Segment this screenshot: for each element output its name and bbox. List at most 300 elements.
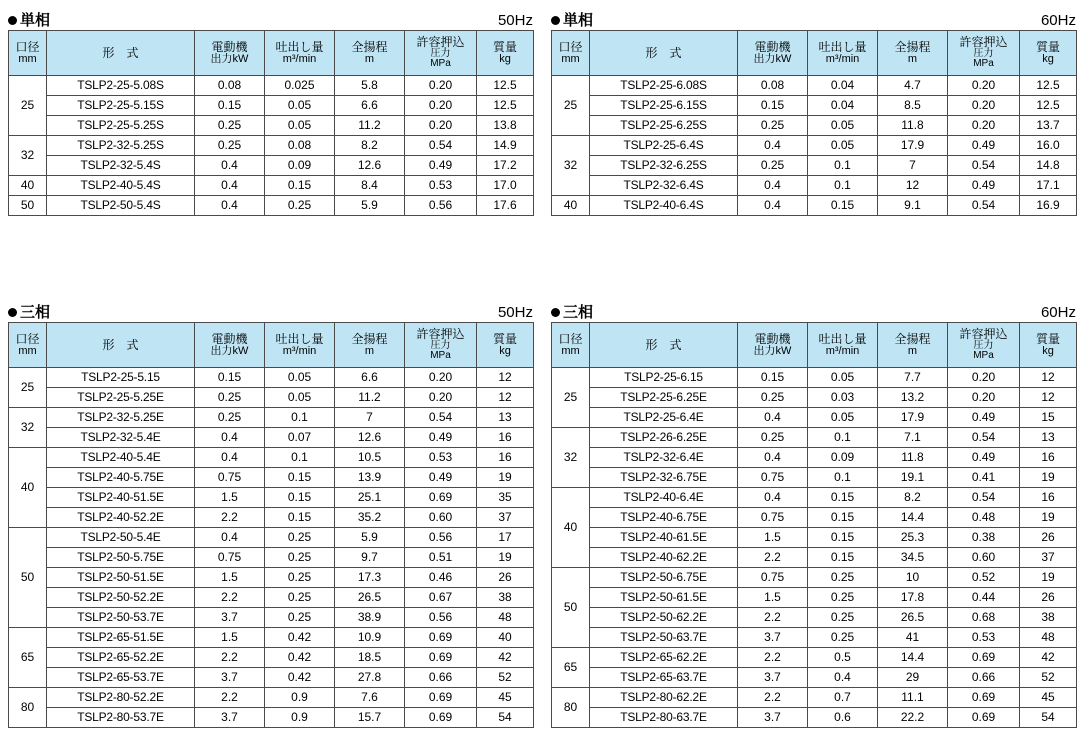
table-row bbox=[552, 196, 1077, 216]
col-mass bbox=[477, 31, 534, 76]
cell-flow-rate: 0.9 bbox=[265, 688, 335, 708]
cell-mass: 17.1 bbox=[1020, 176, 1077, 196]
col-mass-l1: 質量 bbox=[492, 39, 517, 54]
cell-mass: 12.5 bbox=[477, 76, 534, 96]
cell-flow-rate: 0.25 bbox=[808, 608, 878, 628]
phase-title: 単相 bbox=[563, 12, 594, 29]
cell-model: TSLP2-25-5.15S bbox=[47, 96, 195, 116]
phase-title-wrap bbox=[551, 305, 593, 320]
cell-flow-rate: 0.25 bbox=[265, 528, 335, 548]
cell-allowable-pressure: 0.49 bbox=[948, 136, 1020, 156]
table-row bbox=[552, 388, 1077, 408]
col-bore-l1: 口径 bbox=[558, 331, 583, 346]
cell-allowable-pressure: 0.68 bbox=[948, 608, 1020, 628]
cell-allowable-pressure: 0.20 bbox=[405, 116, 477, 136]
cell-allowable-pressure: 0.69 bbox=[948, 648, 1020, 668]
table-row bbox=[552, 368, 1077, 388]
table-header-row bbox=[9, 323, 534, 368]
col-npsh-l1: 許容押込 bbox=[416, 327, 465, 342]
cell-allowable-pressure: 0.51 bbox=[405, 548, 477, 568]
col-mass bbox=[1020, 31, 1077, 76]
table-row bbox=[9, 156, 534, 176]
table-row bbox=[552, 136, 1077, 156]
col-flow bbox=[265, 31, 335, 76]
table-row bbox=[9, 116, 534, 136]
cell-total-head: 19.1 bbox=[878, 468, 948, 488]
col-bore bbox=[9, 323, 47, 368]
spec-block-three-60 bbox=[551, 300, 1076, 728]
cell-allowable-pressure: 0.20 bbox=[405, 388, 477, 408]
cell-allowable-pressure: 0.20 bbox=[405, 76, 477, 96]
cell-model: TSLP2-32-5.4E bbox=[47, 428, 195, 448]
cell-bore: 25 bbox=[552, 368, 590, 428]
block-header bbox=[8, 8, 533, 28]
cell-motor-output: 0.4 bbox=[738, 196, 808, 216]
cell-motor-output: 0.75 bbox=[738, 508, 808, 528]
table-row bbox=[9, 368, 534, 388]
block-header bbox=[8, 300, 533, 320]
col-flow-l1: 吐出し量 bbox=[818, 39, 867, 54]
cell-motor-output: 3.7 bbox=[738, 628, 808, 648]
col-motor-l2: 出力kW bbox=[210, 52, 249, 65]
table-row bbox=[9, 628, 534, 648]
cell-flow-rate: 0.15 bbox=[265, 468, 335, 488]
cell-total-head: 7.6 bbox=[335, 688, 405, 708]
table-row bbox=[552, 588, 1077, 608]
cell-mass: 45 bbox=[477, 688, 534, 708]
cell-mass: 17.2 bbox=[477, 156, 534, 176]
col-flow-l2: m³/min bbox=[825, 52, 860, 65]
cell-total-head: 11.2 bbox=[335, 388, 405, 408]
cell-allowable-pressure: 0.49 bbox=[405, 156, 477, 176]
cell-allowable-pressure: 0.66 bbox=[948, 668, 1020, 688]
cell-model: TSLP2-32-5.4S bbox=[47, 156, 195, 176]
cell-allowable-pressure: 0.41 bbox=[948, 468, 1020, 488]
col-npsh-l1: 許容押込 bbox=[959, 35, 1008, 50]
col-npsh-l3: MPa bbox=[973, 350, 994, 362]
col-flow-l1: 吐出し量 bbox=[275, 331, 324, 346]
col-head bbox=[335, 31, 405, 76]
cell-bore: 40 bbox=[9, 176, 47, 196]
cell-model: TSLP2-32-5.25S bbox=[47, 136, 195, 156]
cell-mass: 35 bbox=[477, 488, 534, 508]
col-mass-l1: 質量 bbox=[492, 331, 517, 346]
cell-model: TSLP2-65-51.5E bbox=[47, 628, 195, 648]
col-npsh bbox=[405, 323, 477, 368]
col-bore bbox=[552, 31, 590, 76]
cell-model: TSLP2-25-6.25S bbox=[590, 116, 738, 136]
cell-model: TSLP2-40-6.4E bbox=[590, 488, 738, 508]
cell-total-head: 15.7 bbox=[335, 708, 405, 728]
cell-model: TSLP2-50-6.75E bbox=[590, 568, 738, 588]
col-motor-l1: 電動機 bbox=[754, 39, 791, 54]
table-row bbox=[552, 528, 1077, 548]
cell-flow-rate: 0.25 bbox=[808, 568, 878, 588]
cell-flow-rate: 0.05 bbox=[808, 408, 878, 428]
cell-model: TSLP2-80-53.7E bbox=[47, 708, 195, 728]
cell-allowable-pressure: 0.38 bbox=[948, 528, 1020, 548]
cell-mass: 26 bbox=[477, 568, 534, 588]
col-npsh bbox=[405, 31, 477, 76]
cell-model: TSLP2-40-52.2E bbox=[47, 508, 195, 528]
cell-total-head: 11.8 bbox=[878, 448, 948, 468]
col-bore bbox=[9, 31, 47, 76]
frequency-label: 60Hz bbox=[1040, 304, 1076, 321]
cell-motor-output: 0.4 bbox=[195, 428, 265, 448]
cell-flow-rate: 0.15 bbox=[808, 548, 878, 568]
cell-bore: 40 bbox=[9, 448, 47, 528]
cell-mass: 37 bbox=[1020, 548, 1077, 568]
col-head-l2: m bbox=[907, 344, 918, 357]
cell-mass: 12.5 bbox=[1020, 96, 1077, 116]
cell-bore: 50 bbox=[9, 528, 47, 628]
cell-motor-output: 0.25 bbox=[738, 388, 808, 408]
cell-total-head: 14.4 bbox=[878, 648, 948, 668]
cell-bore: 80 bbox=[552, 688, 590, 728]
cell-flow-rate: 0.25 bbox=[808, 588, 878, 608]
cell-total-head: 5.8 bbox=[335, 76, 405, 96]
cell-total-head: 8.5 bbox=[878, 96, 948, 116]
cell-motor-output: 1.5 bbox=[195, 488, 265, 508]
cell-motor-output: 2.2 bbox=[738, 648, 808, 668]
cell-flow-rate: 0.25 bbox=[265, 548, 335, 568]
cell-flow-rate: 0.025 bbox=[265, 76, 335, 96]
cell-model: TSLP2-40-5.4E bbox=[47, 448, 195, 468]
col-mass bbox=[1020, 323, 1077, 368]
cell-bore: 50 bbox=[552, 568, 590, 648]
cell-total-head: 10.5 bbox=[335, 448, 405, 468]
cell-model: TSLP2-26-6.25E bbox=[590, 428, 738, 448]
cell-total-head: 34.5 bbox=[878, 548, 948, 568]
cell-allowable-pressure: 0.20 bbox=[948, 96, 1020, 116]
cell-total-head: 12.6 bbox=[335, 156, 405, 176]
cell-mass: 12 bbox=[477, 388, 534, 408]
cell-total-head: 7 bbox=[335, 408, 405, 428]
table-row bbox=[552, 508, 1077, 528]
cell-total-head: 4.7 bbox=[878, 76, 948, 96]
cell-mass: 54 bbox=[1020, 708, 1077, 728]
cell-allowable-pressure: 0.69 bbox=[405, 628, 477, 648]
cell-motor-output: 2.2 bbox=[738, 688, 808, 708]
cell-allowable-pressure: 0.69 bbox=[405, 648, 477, 668]
col-mass-l2: kg bbox=[1042, 52, 1054, 65]
col-npsh-l1: 許容押込 bbox=[959, 327, 1008, 342]
table-row bbox=[9, 668, 534, 688]
cell-flow-rate: 0.15 bbox=[265, 176, 335, 196]
cell-flow-rate: 0.15 bbox=[265, 508, 335, 528]
cell-motor-output: 3.7 bbox=[738, 668, 808, 688]
cell-allowable-pressure: 0.49 bbox=[948, 176, 1020, 196]
col-flow bbox=[808, 31, 878, 76]
cell-bore: 32 bbox=[9, 136, 47, 176]
cell-total-head: 7 bbox=[878, 156, 948, 176]
cell-mass: 16 bbox=[477, 448, 534, 468]
bullet-icon bbox=[8, 16, 17, 25]
cell-motor-output: 2.2 bbox=[195, 648, 265, 668]
cell-total-head: 13.9 bbox=[335, 468, 405, 488]
cell-total-head: 8.2 bbox=[878, 488, 948, 508]
cell-motor-output: 3.7 bbox=[195, 708, 265, 728]
cell-total-head: 8.4 bbox=[335, 176, 405, 196]
cell-allowable-pressure: 0.54 bbox=[948, 488, 1020, 508]
cell-total-head: 17.8 bbox=[878, 588, 948, 608]
bullet-icon bbox=[8, 308, 17, 317]
cell-motor-output: 0.75 bbox=[195, 468, 265, 488]
col-mass bbox=[477, 323, 534, 368]
phase-title: 単相 bbox=[20, 12, 51, 29]
cell-model: TSLP2-80-63.7E bbox=[590, 708, 738, 728]
cell-total-head: 6.6 bbox=[335, 368, 405, 388]
cell-allowable-pressure: 0.44 bbox=[948, 588, 1020, 608]
col-npsh bbox=[948, 323, 1020, 368]
cell-motor-output: 0.15 bbox=[738, 368, 808, 388]
cell-flow-rate: 0.05 bbox=[265, 388, 335, 408]
cell-total-head: 17.9 bbox=[878, 136, 948, 156]
cell-mass: 14.8 bbox=[1020, 156, 1077, 176]
spec-table bbox=[8, 30, 534, 216]
col-mass-l1: 質量 bbox=[1035, 331, 1060, 346]
cell-motor-output: 0.15 bbox=[195, 96, 265, 116]
cell-mass: 40 bbox=[477, 628, 534, 648]
table-row bbox=[552, 488, 1077, 508]
cell-mass: 42 bbox=[1020, 648, 1077, 668]
table-row bbox=[9, 608, 534, 628]
col-head-l1: 全揚程 bbox=[351, 39, 388, 54]
cell-motor-output: 0.08 bbox=[195, 76, 265, 96]
table-row bbox=[9, 688, 534, 708]
cell-flow-rate: 0.1 bbox=[808, 468, 878, 488]
col-mass-l2: kg bbox=[1042, 344, 1054, 357]
cell-flow-rate: 0.1 bbox=[808, 176, 878, 196]
table-row bbox=[9, 76, 534, 96]
cell-flow-rate: 0.15 bbox=[808, 528, 878, 548]
cell-total-head: 7.7 bbox=[878, 368, 948, 388]
cell-model: TSLP2-32-6.4S bbox=[590, 176, 738, 196]
cell-bore: 80 bbox=[9, 688, 47, 728]
cell-bore: 32 bbox=[552, 428, 590, 488]
cell-bore: 40 bbox=[552, 488, 590, 568]
cell-allowable-pressure: 0.69 bbox=[405, 488, 477, 508]
col-head-l1: 全揚程 bbox=[894, 331, 931, 346]
cell-mass: 12.5 bbox=[477, 96, 534, 116]
cell-model: TSLP2-25-6.25E bbox=[590, 388, 738, 408]
cell-allowable-pressure: 0.48 bbox=[948, 508, 1020, 528]
cell-mass: 17.0 bbox=[477, 176, 534, 196]
cell-model: TSLP2-40-6.75E bbox=[590, 508, 738, 528]
cell-motor-output: 0.25 bbox=[738, 156, 808, 176]
cell-model: TSLP2-32-6.25S bbox=[590, 156, 738, 176]
cell-motor-output: 0.4 bbox=[738, 488, 808, 508]
cell-motor-output: 3.7 bbox=[738, 708, 808, 728]
cell-total-head: 7.1 bbox=[878, 428, 948, 448]
cell-model: TSLP2-40-61.5E bbox=[590, 528, 738, 548]
spec-block-three-50 bbox=[8, 300, 533, 728]
cell-model: TSLP2-65-53.7E bbox=[47, 668, 195, 688]
col-model bbox=[47, 323, 195, 368]
cell-model: TSLP2-80-62.2E bbox=[590, 688, 738, 708]
cell-total-head: 5.9 bbox=[335, 196, 405, 216]
cell-allowable-pressure: 0.56 bbox=[405, 196, 477, 216]
col-npsh-l2: 圧力 bbox=[973, 47, 994, 59]
table-header-row bbox=[552, 323, 1077, 368]
col-bore-l2: mm bbox=[18, 344, 37, 357]
spec-table bbox=[551, 30, 1077, 216]
col-npsh-l1: 許容押込 bbox=[416, 35, 465, 50]
cell-allowable-pressure: 0.20 bbox=[948, 368, 1020, 388]
col-motor-l1: 電動機 bbox=[211, 331, 248, 346]
col-flow-l1: 吐出し量 bbox=[818, 331, 867, 346]
cell-motor-output: 0.75 bbox=[738, 468, 808, 488]
cell-bore: 25 bbox=[9, 368, 47, 408]
cell-motor-output: 0.25 bbox=[195, 136, 265, 156]
phase-title-wrap bbox=[551, 13, 593, 28]
cell-model: TSLP2-50-52.2E bbox=[47, 588, 195, 608]
col-mass-l1: 質量 bbox=[1035, 39, 1060, 54]
cell-allowable-pressure: 0.53 bbox=[405, 448, 477, 468]
cell-bore: 50 bbox=[9, 196, 47, 216]
cell-mass: 12 bbox=[1020, 368, 1077, 388]
cell-allowable-pressure: 0.20 bbox=[948, 116, 1020, 136]
col-motor bbox=[195, 31, 265, 76]
cell-flow-rate: 0.05 bbox=[265, 368, 335, 388]
cell-motor-output: 0.4 bbox=[738, 408, 808, 428]
cell-total-head: 26.5 bbox=[878, 608, 948, 628]
cell-total-head: 11.2 bbox=[335, 116, 405, 136]
col-model bbox=[590, 31, 738, 76]
table-row bbox=[552, 408, 1077, 428]
cell-allowable-pressure: 0.56 bbox=[405, 528, 477, 548]
cell-mass: 15 bbox=[1020, 408, 1077, 428]
cell-mass: 12 bbox=[477, 368, 534, 388]
cell-allowable-pressure: 0.49 bbox=[948, 448, 1020, 468]
cell-total-head: 14.4 bbox=[878, 508, 948, 528]
cell-mass: 52 bbox=[477, 668, 534, 688]
spec-block-single-50 bbox=[8, 8, 533, 216]
cell-mass: 19 bbox=[1020, 568, 1077, 588]
cell-model: TSLP2-25-6.15S bbox=[590, 96, 738, 116]
cell-allowable-pressure: 0.20 bbox=[948, 388, 1020, 408]
table-row bbox=[552, 608, 1077, 628]
cell-bore: 32 bbox=[552, 136, 590, 196]
table-row bbox=[9, 568, 534, 588]
col-model-l1: 形 式 bbox=[102, 45, 139, 60]
cell-total-head: 18.5 bbox=[335, 648, 405, 668]
col-mass-l2: kg bbox=[499, 52, 511, 65]
cell-model: TSLP2-50-63.7E bbox=[590, 628, 738, 648]
cell-motor-output: 0.4 bbox=[195, 528, 265, 548]
cell-motor-output: 0.75 bbox=[738, 568, 808, 588]
table-row bbox=[552, 708, 1077, 728]
cell-mass: 16 bbox=[1020, 488, 1077, 508]
cell-allowable-pressure: 0.53 bbox=[948, 628, 1020, 648]
cell-flow-rate: 0.04 bbox=[808, 76, 878, 96]
phase-title: 三相 bbox=[563, 304, 594, 321]
cell-mass: 19 bbox=[477, 548, 534, 568]
col-bore-l1: 口径 bbox=[558, 39, 583, 54]
cell-motor-output: 2.2 bbox=[195, 688, 265, 708]
table-row bbox=[552, 688, 1077, 708]
cell-motor-output: 0.4 bbox=[195, 196, 265, 216]
cell-flow-rate: 0.25 bbox=[265, 568, 335, 588]
table-row bbox=[552, 176, 1077, 196]
cell-motor-output: 3.7 bbox=[195, 668, 265, 688]
col-head-l2: m bbox=[364, 52, 375, 65]
cell-total-head: 27.8 bbox=[335, 668, 405, 688]
table-row bbox=[9, 648, 534, 668]
col-model-l1: 形 式 bbox=[102, 337, 139, 352]
cell-motor-output: 0.15 bbox=[738, 96, 808, 116]
cell-allowable-pressure: 0.60 bbox=[948, 548, 1020, 568]
cell-mass: 16 bbox=[1020, 448, 1077, 468]
frequency-label: 50Hz bbox=[497, 12, 533, 29]
cell-motor-output: 0.25 bbox=[195, 408, 265, 428]
cell-mass: 26 bbox=[1020, 588, 1077, 608]
block-header bbox=[551, 300, 1076, 320]
cell-mass: 12.5 bbox=[1020, 76, 1077, 96]
col-head bbox=[878, 31, 948, 76]
cell-total-head: 11.1 bbox=[878, 688, 948, 708]
cell-total-head: 29 bbox=[878, 668, 948, 688]
cell-flow-rate: 0.25 bbox=[265, 588, 335, 608]
cell-total-head: 25.3 bbox=[878, 528, 948, 548]
col-motor-l2: 出力kW bbox=[753, 52, 792, 65]
cell-mass: 42 bbox=[477, 648, 534, 668]
cell-total-head: 12 bbox=[878, 176, 948, 196]
cell-mass: 12 bbox=[1020, 388, 1077, 408]
cell-flow-rate: 0.08 bbox=[265, 136, 335, 156]
cell-model: TSLP2-25-5.25S bbox=[47, 116, 195, 136]
cell-mass: 13.7 bbox=[1020, 116, 1077, 136]
col-bore bbox=[552, 323, 590, 368]
cell-flow-rate: 0.05 bbox=[265, 116, 335, 136]
col-head bbox=[878, 323, 948, 368]
col-mass-l2: kg bbox=[499, 344, 511, 357]
cell-flow-rate: 0.1 bbox=[265, 408, 335, 428]
cell-model: TSLP2-32-5.25E bbox=[47, 408, 195, 428]
cell-total-head: 9.7 bbox=[335, 548, 405, 568]
cell-flow-rate: 0.42 bbox=[265, 628, 335, 648]
cell-model: TSLP2-25-5.15 bbox=[47, 368, 195, 388]
cell-mass: 13.8 bbox=[477, 116, 534, 136]
cell-model: TSLP2-50-5.4S bbox=[47, 196, 195, 216]
cell-flow-rate: 0.04 bbox=[808, 96, 878, 116]
cell-model: TSLP2-25-6.15 bbox=[590, 368, 738, 388]
cell-flow-rate: 0.07 bbox=[265, 428, 335, 448]
cell-model: TSLP2-32-6.4E bbox=[590, 448, 738, 468]
cell-mass: 13 bbox=[477, 408, 534, 428]
col-npsh bbox=[948, 31, 1020, 76]
col-head-l2: m bbox=[907, 52, 918, 65]
col-bore-l2: mm bbox=[561, 344, 580, 357]
bullet-icon bbox=[551, 308, 560, 317]
cell-model: TSLP2-50-61.5E bbox=[590, 588, 738, 608]
cell-motor-output: 0.4 bbox=[195, 176, 265, 196]
col-npsh-l2: 圧力 bbox=[430, 339, 451, 351]
col-head-l1: 全揚程 bbox=[894, 39, 931, 54]
cell-mass: 19 bbox=[1020, 468, 1077, 488]
phase-title-wrap bbox=[8, 305, 50, 320]
table-row bbox=[9, 136, 534, 156]
cell-total-head: 12.6 bbox=[335, 428, 405, 448]
col-model-l1: 形 式 bbox=[645, 337, 682, 352]
cell-flow-rate: 0.9 bbox=[265, 708, 335, 728]
cell-motor-output: 0.4 bbox=[738, 448, 808, 468]
cell-motor-output: 0.25 bbox=[195, 116, 265, 136]
table-row bbox=[9, 488, 534, 508]
phase-title-wrap bbox=[8, 13, 50, 28]
table-row bbox=[9, 428, 534, 448]
cell-model: TSLP2-25-5.08S bbox=[47, 76, 195, 96]
